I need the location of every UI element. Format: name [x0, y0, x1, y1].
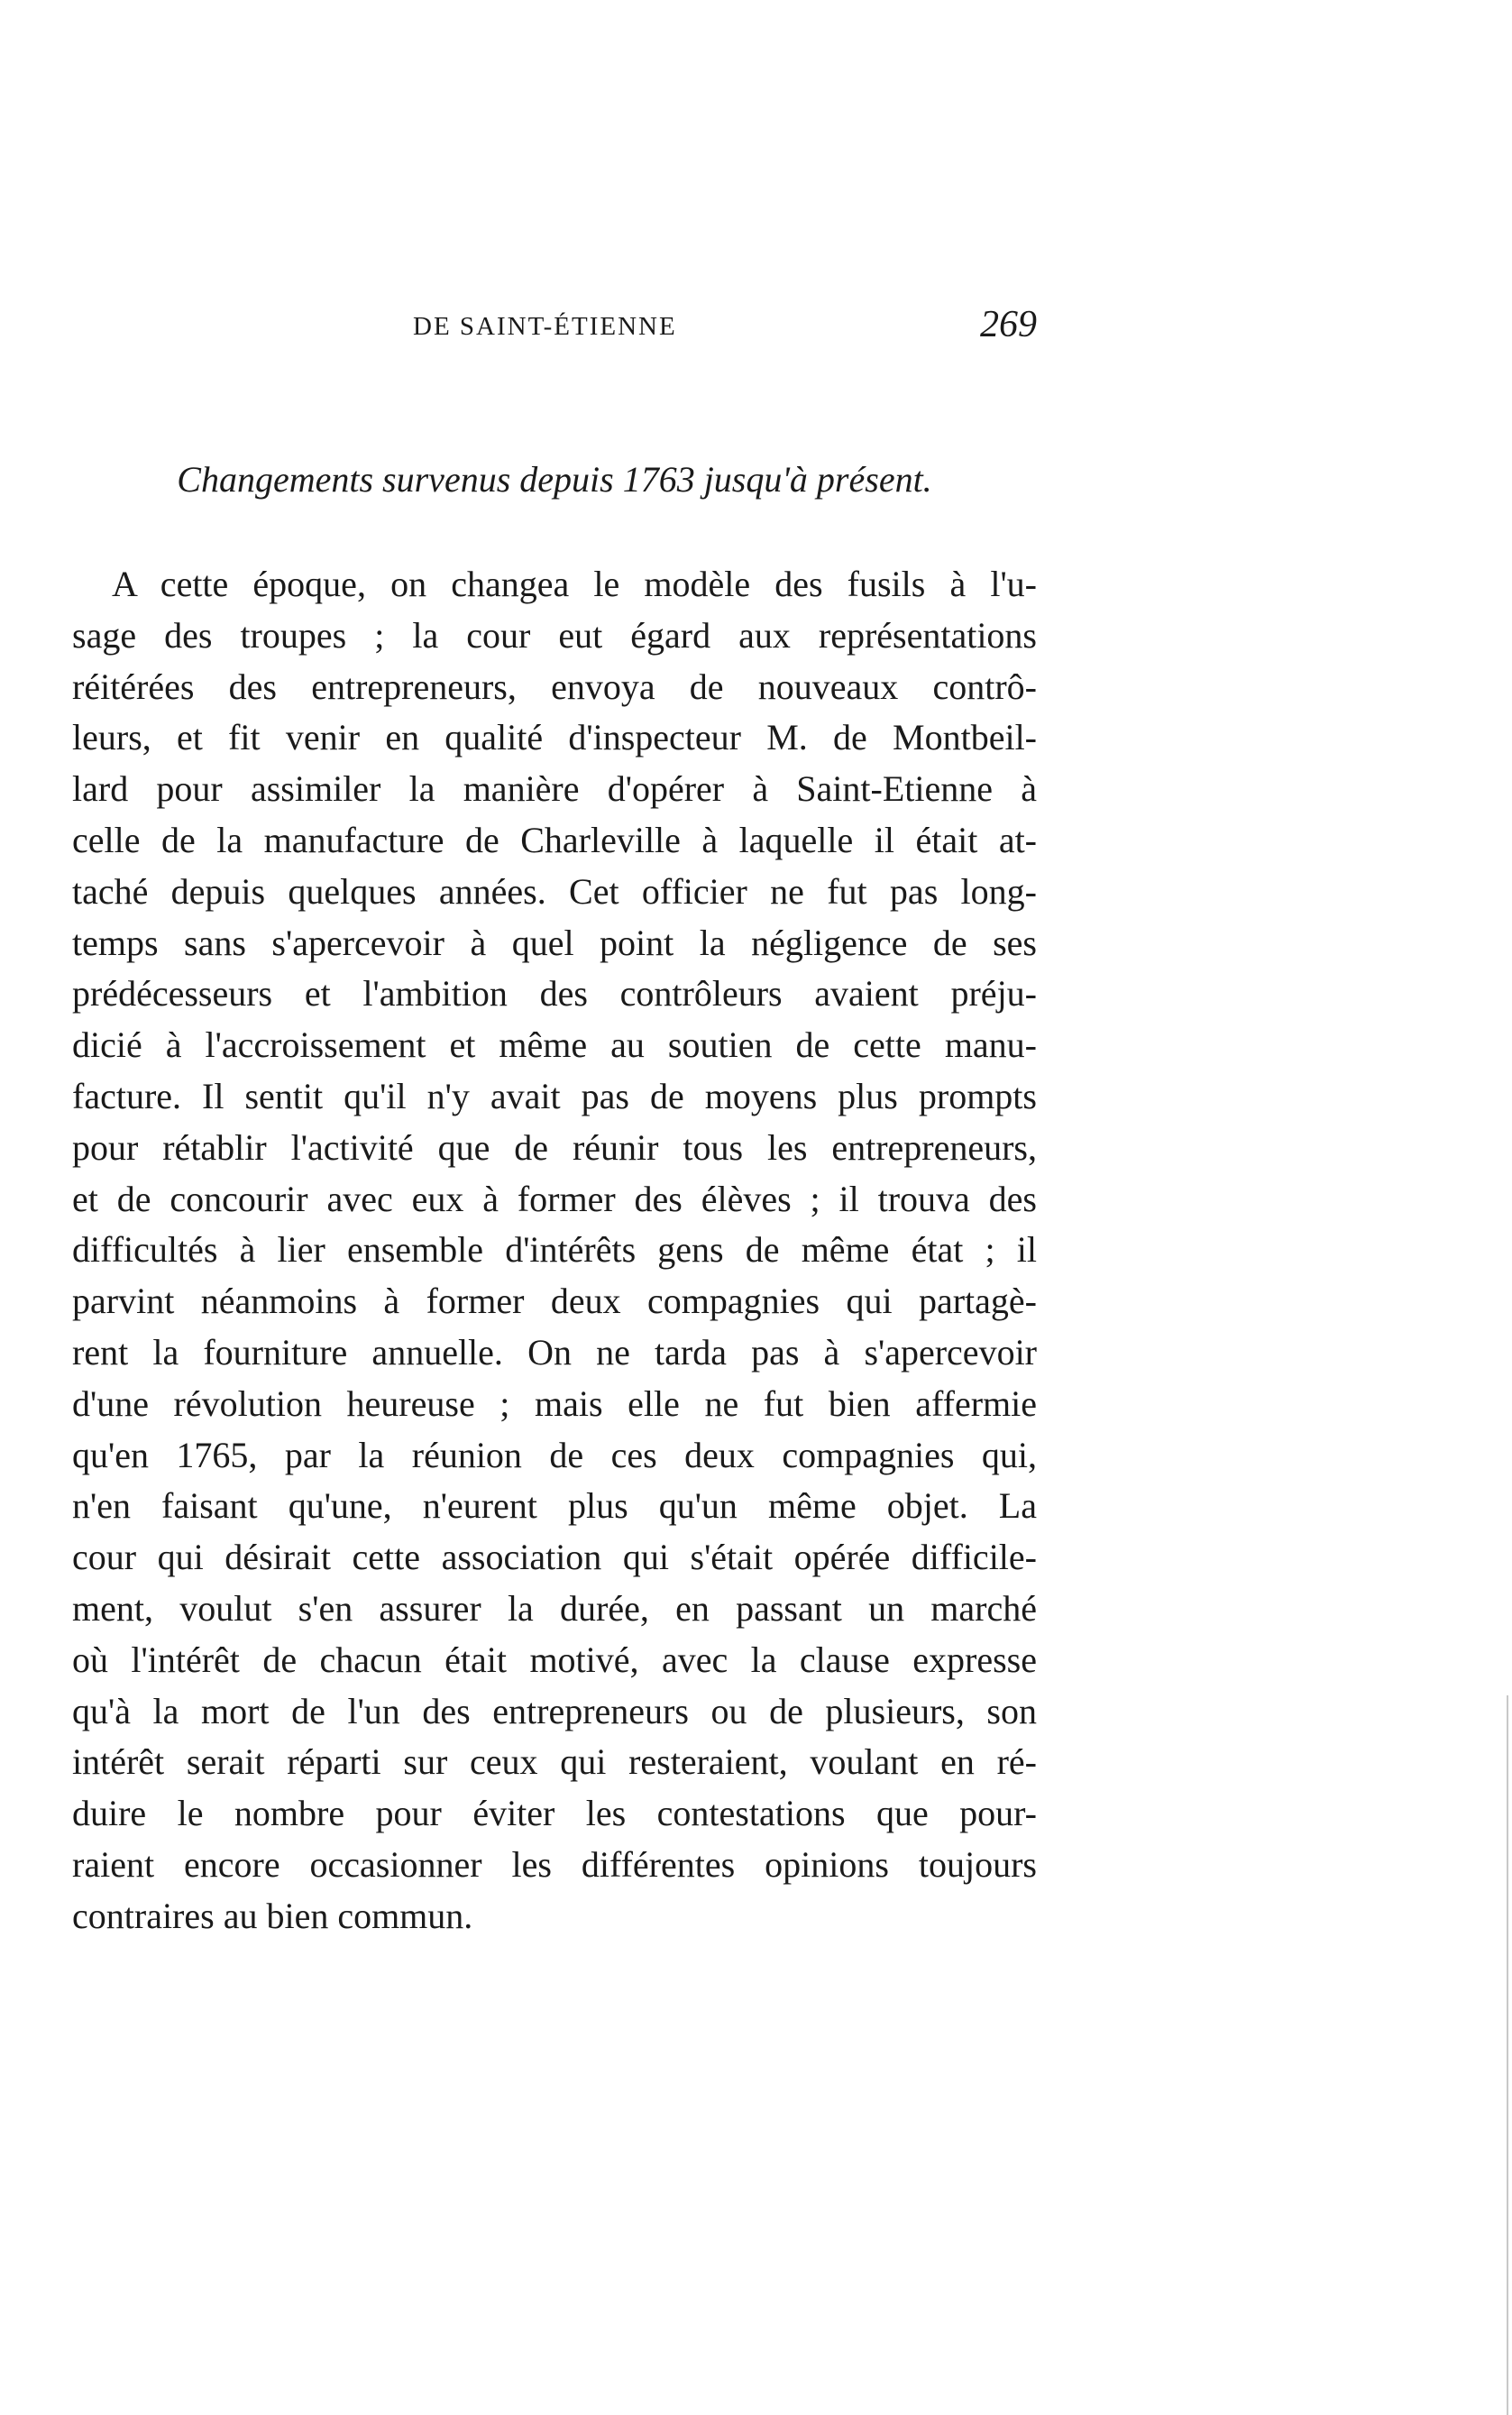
text-line: difficultés à lier ensemble d'intérêts gens de même état ; il — [72, 1229, 1037, 1271]
text-line: raient encore occasionner les différentes opinions toujours — [72, 1843, 1037, 1885]
text-line: leurs, et fit venir en qualité d'inspecteur M. de Montbeil- — [72, 717, 1037, 758]
text-line: contraires au bien commun. — [72, 1895, 473, 1936]
section-heading: Changements survenus depuis 1763 jusqu'à présent. — [177, 459, 932, 500]
page-number: 269 — [980, 304, 1037, 345]
text-line: dicié à l'accroissement et même au soutien de cette manu- — [72, 1024, 1037, 1066]
text-line: prédécesseurs et l'ambition des contrôleurs avaient préju- — [72, 973, 1037, 1015]
scan-edge-line — [1507, 1695, 1508, 2415]
text-line: parvint néanmoins à former deux compagnies qui partagè- — [72, 1281, 1037, 1322]
text-line: intérêt serait réparti sur ceux qui resteraient, voulant en ré- — [72, 1741, 1037, 1783]
text-line: pour rétablir l'activité que de réunir tous les entrepreneurs, — [72, 1126, 1037, 1168]
text-line: n'en faisant qu'une, n'eurent plus qu'un même objet. La — [72, 1485, 1037, 1527]
text-line: celle de la manufacture de Charleville à laquelle il était at- — [72, 819, 1037, 860]
text-line: lard pour assimiler la manière d'opérer à Saint-Etienne à — [72, 768, 1037, 810]
text-line: duire le nombre pour éviter les contestations que pour- — [72, 1793, 1037, 1834]
body-paragraph — [72, 559, 1037, 1942]
text-line: qu'en 1765, par la réunion de ces deux compagnies qui, — [72, 1434, 1037, 1475]
running-head — [72, 304, 1037, 352]
text-line: et de concourir avec eux à former des élèves ; il trouva des — [72, 1178, 1037, 1219]
text-line: taché depuis quelques années. Cet officier ne fut pas long- — [72, 870, 1037, 912]
text-line: sage des troupes ; la cour eut égard aux représentations — [72, 614, 1037, 656]
text-line: cour qui désirait cette association qui s'était opérée difficile- — [72, 1537, 1037, 1578]
text-line: réitérées des entrepreneurs, envoya de nouveaux contrô- — [72, 666, 1037, 707]
text-line: temps sans s'apercevoir à quel point la négligence de ses — [72, 922, 1037, 963]
text-line: d'une révolution heureuse ; mais elle ne fut bien affermie — [72, 1382, 1037, 1424]
running-title: DE SAINT-ÉTIENNE — [413, 312, 677, 341]
text-line: ment, voulut s'en assurer la durée, en passant un marché — [72, 1587, 1037, 1629]
text-line: rent la fourniture annuelle. On ne tarda pas à s'apercevoir — [72, 1331, 1037, 1373]
text-line: facture. Il sentit qu'il n'y avait pas de moyens plus prompts — [72, 1075, 1037, 1116]
text-line: où l'intérêt de chacun était motivé, avec la clause expresse — [72, 1639, 1037, 1680]
text-line: qu'à la mort de l'un des entrepreneurs ou de plusieurs, son — [72, 1690, 1037, 1731]
text-line: A cette époque, on changea le modèle des fusils à l'u- — [112, 564, 1037, 604]
